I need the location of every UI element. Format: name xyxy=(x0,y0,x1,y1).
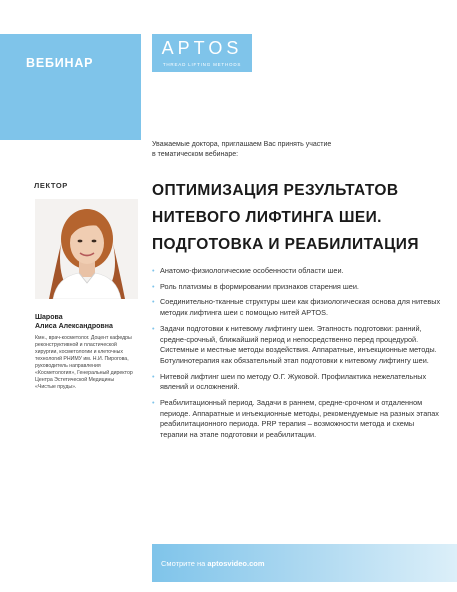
topic-item: • Реабилитационный период. Задачи в раннем, средне-срочном и отдаленном периоде. Аппаратные и инъекционные методы, рекомендуемые на разных этапах реабилитационного периода. PRP терапия – возможности метода и схемы терапии на этапе подготовки и реабилитации. xyxy=(152,398,439,440)
bullet-icon: • xyxy=(152,398,155,408)
footer-text xyxy=(161,559,265,568)
bullet-icon: • xyxy=(152,297,155,307)
logo-tagline: THREAD LIFTING METHODS xyxy=(162,62,242,67)
footer-banner xyxy=(152,544,457,582)
bullet-icon: • xyxy=(152,281,155,291)
lecturer-bio: Кмн., врач-косметолог. Доцент кафедры реконструктивной и пластической хирургии, косметологии и клеточных технологий РНИМУ им. Н.И. Пирогова, руководитель направления «Косметология», Генеральный директор Центра Эстетической Медицины «Чистые пруды». xyxy=(35,335,133,390)
topic-list xyxy=(152,266,442,446)
title-line-2: НИТЕВОГО ЛИФТИНГА ШЕИ. xyxy=(152,209,382,226)
webinar-panel xyxy=(0,34,141,140)
webinar-label: ВЕБИНАР xyxy=(26,56,94,70)
intro-text xyxy=(152,140,432,160)
topic-item: • Роль платизмы в формировании признаков старения шеи. xyxy=(152,281,359,291)
lecturer-given-name: Алиса Александровна xyxy=(35,323,113,330)
logo-wordmark: APTOS xyxy=(161,38,243,58)
webinar-date: 16 апреля 2018 г xyxy=(383,99,449,108)
webinar-title xyxy=(152,177,452,258)
lecturer-portrait-icon xyxy=(35,199,138,299)
bullet-icon: • xyxy=(152,323,155,333)
lecturer-label: ЛЕКТОР xyxy=(34,181,68,190)
title-line-3: ПОДГОТОВКА И РЕАБИЛИТАЦИЯ xyxy=(152,236,419,253)
aptos-logo xyxy=(152,34,252,72)
topic-item: • Задачи подготовки к нитевому лифтингу шеи. Этапность подготовки: ранний, средне-срочный, ближайший период и непосредственно перед процедурой. Системные и местные методы воздействия. Аппаратные, инъекционные методы. Ботулинотерапия как обязательный этап подготовки к нитевому лифтингу шеи. xyxy=(152,323,437,365)
topic-item: • Соединительно-тканные структуры шеи как физиологическая основа для нитевых методик лифтинга шеи с помощью нитей APTOS. xyxy=(152,297,441,318)
topic-item: • Нитевой лифтинг шеи по методу О.Г. Жуковой. Профилактика нежелательных явлений и осложнений. xyxy=(152,371,427,392)
bullet-icon: • xyxy=(152,371,155,381)
title-line-1: ОПТИМИЗАЦИЯ РЕЗУЛЬТАТОВ xyxy=(152,182,399,199)
webinar-time: 11:00 ч по МСК xyxy=(390,123,449,132)
lecturer-name xyxy=(35,313,140,331)
lecturer-surname: Шарова xyxy=(35,314,63,321)
footer-link[interactable]: aptosvideo.com xyxy=(207,559,265,568)
lecturer-photo xyxy=(35,199,138,299)
bullet-icon: • xyxy=(152,266,155,275)
intro-line-1: Уважаемые доктора, приглашаем Вас принять участие xyxy=(152,141,332,148)
footer-prefix: Смотрите на xyxy=(161,559,208,568)
topic-item: • Анатомо-физиологические особенности области шеи. xyxy=(152,266,344,275)
intro-line-2: в тематическом вебинаре: xyxy=(152,151,239,158)
